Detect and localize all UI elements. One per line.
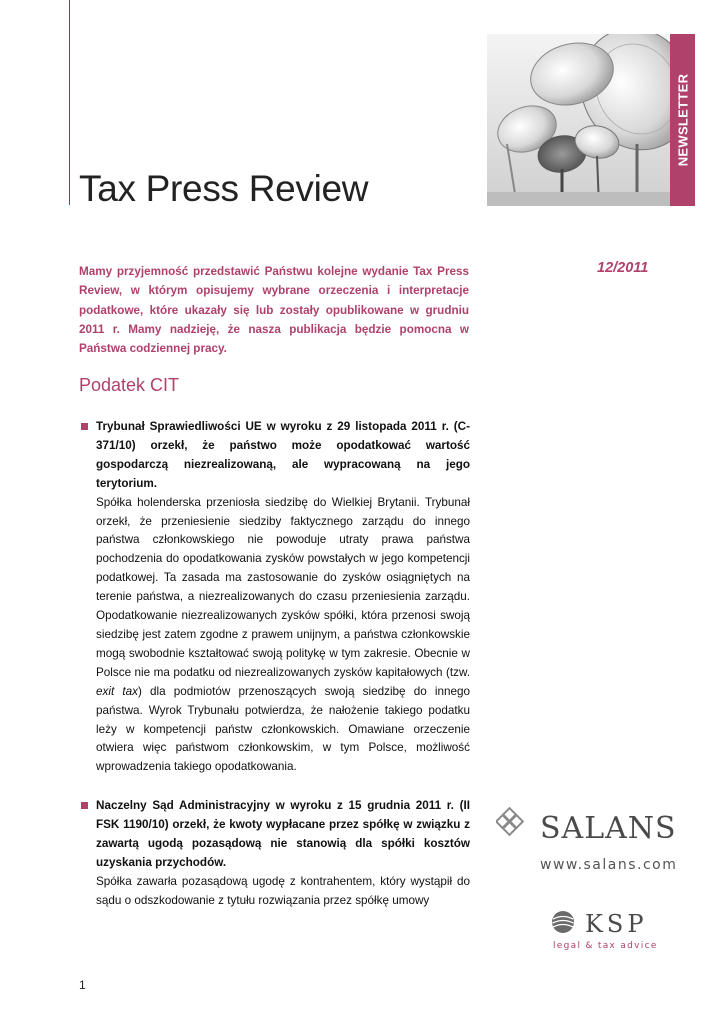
ksp-logo bbox=[551, 910, 676, 952]
ksp-globe-icon bbox=[552, 911, 574, 933]
salans-logo bbox=[496, 806, 676, 876]
item-body bbox=[96, 494, 470, 778]
salans-diamond-icon bbox=[496, 808, 523, 835]
ksp-wordmark: KSP bbox=[585, 910, 648, 938]
page-title: Tax Press Review bbox=[79, 168, 369, 209]
intro-paragraph: Mamy przyjemność przedstawić Państwu kolejne wydanie Tax Press Review, w którym opisujemy wybrane orzeczenia i interpretacje podatkowe, które ukazały się lub zostały opublikowane w grudniu 2011 r. Mamy nadzieję, że nasza publikacja będzie pomocna w Państwa codziennej pracy. bbox=[79, 265, 469, 356]
item-heading: Naczelny Sąd Administracyjny w wyroku z 15 grudnia 2011 r. (II FSK 1190/10) orzekł, że kwoty wypłacane przez spółkę w związku z zawartą ugodą pozasądową nie stanowią dla spółki kosztów uzyskania przychodów. bbox=[96, 799, 470, 869]
ksp-tagline: legal & tax advice bbox=[553, 941, 658, 951]
salans-url: www.salans.com bbox=[540, 857, 676, 873]
page-number: 1 bbox=[79, 978, 86, 992]
newsletter-label: NEWSLETTER bbox=[675, 73, 690, 167]
list-item bbox=[96, 418, 470, 777]
list-item bbox=[96, 797, 470, 910]
bullet-icon bbox=[81, 802, 88, 809]
satellite-dishes-illustration bbox=[487, 34, 670, 206]
section-title: Podatek CIT bbox=[79, 375, 180, 395]
item-heading: Trybunał Sprawiedliwości UE w wyroku z 29 listopada 2011 r. (C-371/10) orzekł, że państwo może opodatkować wartość gospodarczą niezrealizowaną, ale wypracowaną na jego terytorium. bbox=[96, 420, 470, 490]
newsletter-band bbox=[670, 34, 695, 206]
item-body-text-cont: ) dla podmiotów przenoszących swoją siedzibę do innego państwa. Wyrok Trybunału potwierdza, że nałożenie takiego podatku leży w kompetencji państw członkowskich. Omawiane orzeczenie otwiera więc państwom członkowskim, w tym Polsce, możliwość wprowadzenia takiego opodatkowania. bbox=[96, 684, 470, 774]
bullet-icon bbox=[81, 423, 88, 430]
item-body: Spółka zawarła pozasądową ugodę z kontrahentem, który wystąpił do sądu o odszkodowanie z tytułu rozwiązania przez spółkę umowy bbox=[96, 874, 470, 907]
margin-rule bbox=[69, 0, 70, 205]
satellite-dishes-photo bbox=[487, 34, 670, 206]
salans-wordmark: SALANS bbox=[540, 811, 676, 846]
issue-date: 12/2011 bbox=[597, 260, 649, 276]
item-body-text: Spółka holenderska przeniosła siedzibę do Wielkiej Brytanii. Trybunał orzekł, że przeniesienie siedziby faktycznego zarządu do innego państwa członkowskiego nie powoduje utraty prawa państwa pochodzenia do opodatkowania zysków powstałych w jego kompetencji podatkowej. Ta zasada ma zastosowanie do zysków osiągniętych na terenie państwa, a niezrealizowanych do czasu przeniesienia zarządu. Opodatkowanie niezrealizowanych zysków spółki, która przenosi swoją siedzibę jest zatem zgodne z prawem unijnym, a państwa członkowskie mogą swobodnie kształtować swoją politykę w tym zakresie. Obecnie w Polsce nie ma podatku od niezrealizowanych zysków kapitałowych (tzw. bbox=[96, 495, 470, 679]
item-body-italic: exit tax bbox=[96, 684, 138, 698]
